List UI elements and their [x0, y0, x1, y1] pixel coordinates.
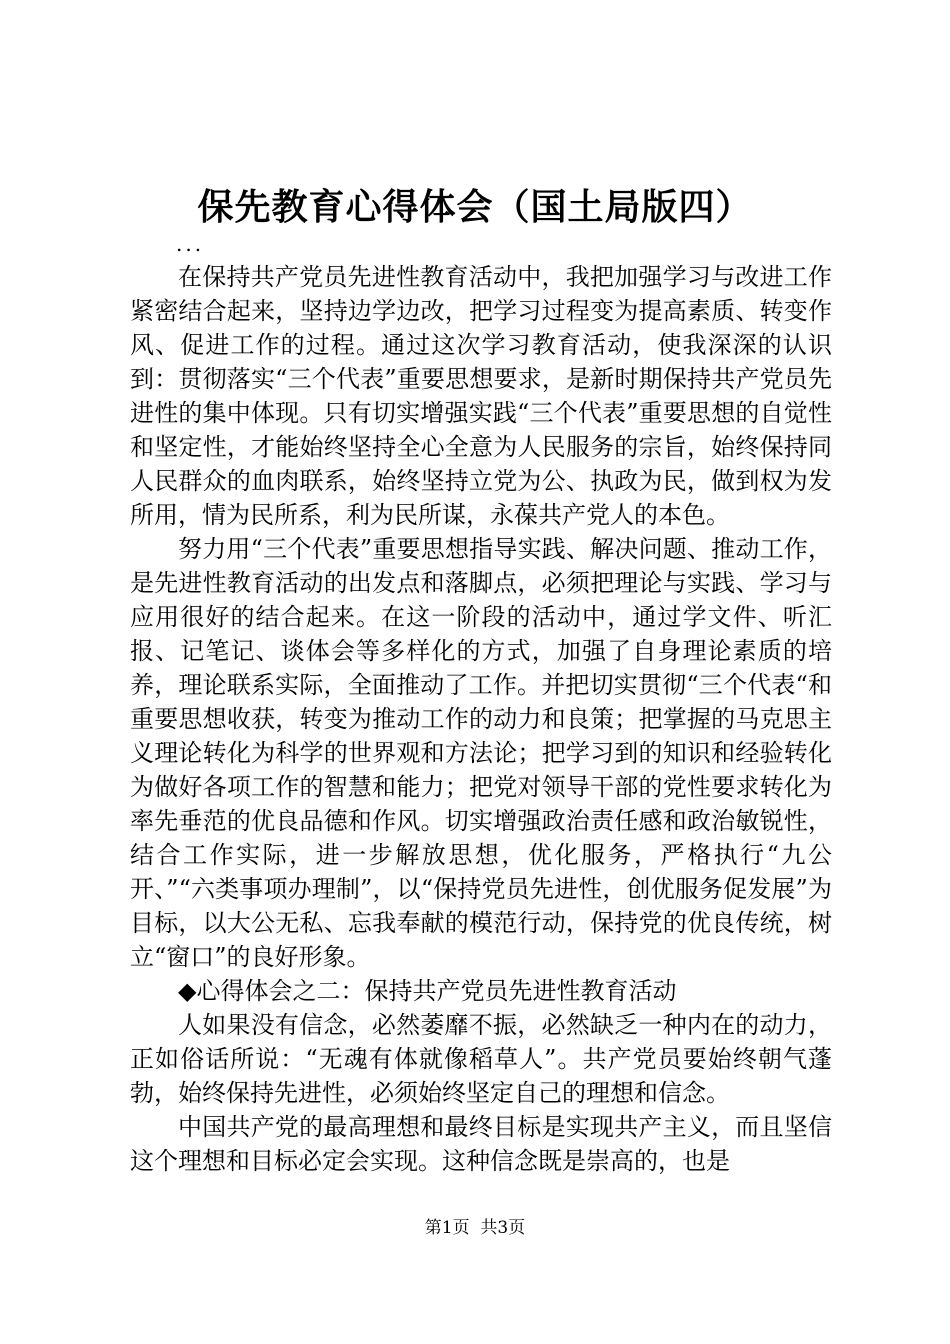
page-footer: 第1页 共3页	[424, 1218, 526, 1238]
paragraph-4: 中国共产党的最高理想和最终目标是实现共产主义，而且坚信这个理想和目标必定会实现。这种信念既是崇高的，也是	[130, 1113, 832, 1175]
document-body	[130, 260, 832, 1178]
ellipsis-mark: ...	[176, 232, 205, 256]
paragraph-2: 努力用“三个代表”重要思想指导实践、解决问题、推动工作，是先进性教育活动的出发点和落脚点，必须把理论与实践、学习与应用很好的结合起来。在这一阶段的活动中，通过学文件、听汇报、记笔记、谈体会等多样化的方式，加强了自身理论素质的培养，理论联系实际，全面推动了工作。并把切实贯彻“三个代表“和重要思想收获，转变为推动工作的动力和良策；把掌握的马克思主义理论转化为科学的世界观和方法论；把学习到的知识和经验转化为做好各项工作的智慧和能力；把党对领导干部的党性要求转化为率先垂范的优良品德和作风。切实增强政治责任感和政治敏锐性，结合工作实际，进一步解放思想，优化服务，严格执行“九公开、”“六类事项办理制”，以“保持党员先进性，创优服务促发展”为目标，以大公无私、忘我奉献的模范行动，保持党的优良传统，树立“窗口”的良好形象。	[130, 535, 832, 971]
document-title: 保先教育心得体会（国土局版四）	[197, 187, 753, 228]
paragraph-1: 在保持共产党员先进性教育活动中，我把加强学习与改进工作紧密结合起来，坚持边学边改，把学习过程变为提高素质、转变作风、促进工作的过程。通过这次学习教育活动，使我深深的认识到：贯彻落实“三个代表”重要思想要求，是新时期保持共产党员先进性的集中体现。只有切实增强实践“三个代表”重要思想的自觉性和坚定性，才能始终坚持全心全意为人民服务的宗旨，始终保持同人民群众的血肉联系，始终坚持立党为公、执政为民，做到权为发所用，情为民所系，利为民所谋，永葆共产党人的本色。	[130, 263, 832, 529]
paragraph-3: 人如果没有信念，必然萎靡不振，必然缺乏一种内在的动力，正如俗话所说：“无魂有体就像稻草人”。共产党员要始终朝气蓬勃，始终保持先进性，必须始终坚定自己的理想和信念。	[130, 1011, 832, 1107]
section-heading: ◆心得体会之二：保持共产党员先进性教育活动	[178, 977, 677, 1005]
